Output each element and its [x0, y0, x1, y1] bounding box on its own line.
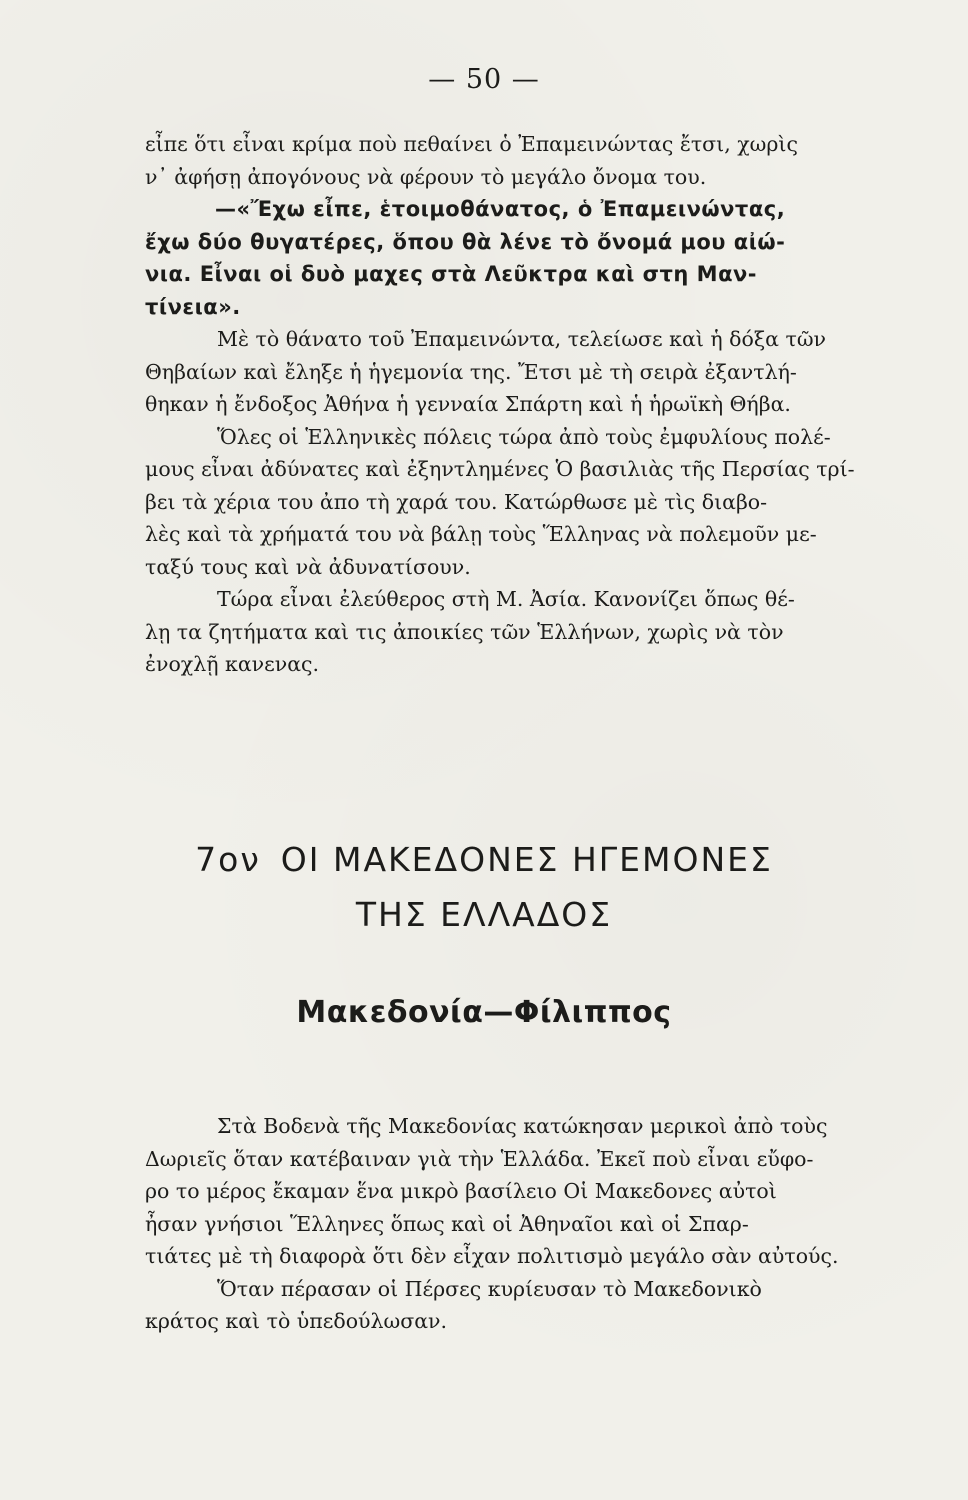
text-line: θηκαν ἡ ἔνδοξος Ἀθήνα ἡ γενναία Σπάρτη καὶ ἡ ἡρωϊκὴ Θήβα.: [145, 392, 791, 416]
text-line: ν᾿ ἀφήσῃ ἀπογόνους νὰ φέρουν τὸ μεγάλο ὄνομα του.: [145, 164, 707, 189]
chapter-title: [0, 840, 968, 879]
quote-line: τίνεια».: [145, 294, 241, 319]
text-line: ἐνοχλῇ κανενας.: [145, 652, 320, 676]
chapter-title-line-2: ΤΗΣ ΕΛΛΑΔΟΣ: [355, 895, 613, 934]
chapter-subtitle: Μακεδονία—Φίλιππος: [296, 995, 672, 1030]
quote-line: νια. Εἶναι οἱ δυὸ μαχες στὰ Λεῦκτρα καὶ στη Μαν-: [145, 262, 758, 286]
section-1-text: [145, 128, 935, 681]
section-2-text: [145, 1110, 935, 1338]
text-line: ρο το μέρος ἔκαμαν ἕνα μικρὸ βασίλειο Οἱ Μακεδονες αὐτοὶ: [145, 1179, 777, 1203]
text-line: λῃ τα ζητήματα καὶ τις ἀποικίες τῶν Ἑλλήνων, χωρὶς νὰ τὸν: [145, 619, 784, 644]
text-line: Θηβαίων καὶ ἔληξε ἡ ἡγεμονία της. Ἔτσι μὲ τὴ σειρὰ ἐξαντλή-: [145, 359, 797, 384]
text-line: ταξύ τους καὶ νὰ ἀδυνατίσουν.: [145, 554, 471, 579]
quote-line: ἔχω δύο θυγατέρες, ὅπου θὰ λένε τὸ ὄνομά μου αἰώ-: [145, 229, 786, 254]
page-number: — 50 —: [428, 64, 540, 95]
text-line: Τώρα εἶναι ἐλεύθερος στὴ Μ. Ἀσία. Κανονίζει ὅπως θέ-: [217, 587, 795, 611]
text-line: βει τὰ χέρια του ἀπο τὴ χαρά του. Κατώρθωσε μὲ τὶς διαβο-: [145, 489, 768, 514]
text-line: μους εἶναι ἀδύνατες καὶ ἐξηντλημένες Ὁ βασιλιὰς τῆς Περσίας τρί-: [145, 457, 855, 481]
text-line: Ὅλες οἱ Ἑλληνικὲς πόλεις τώρα ἀπὸ τοὺς ἐμφυλίους πολέ-: [217, 424, 831, 449]
quote-line: —«Ἔχω εἶπε, ἑτοιμοθάνατος, ὁ Ἐπαμεινώντας,: [215, 197, 786, 221]
chapter-title-line-1: ΟΙ ΜΑΚΕΔΟΝΕΣ ΗΓΕΜΟΝΕΣ: [280, 840, 773, 879]
text-line: λὲς καὶ τὰ χρήματά του νὰ βάλῃ τοὺς Ἕλληνας νὰ πολεμοῦν με-: [145, 522, 817, 546]
text-line: τιάτες μὲ τὴ διαφορὰ ὅτι δὲν εἶχαν πολιτισμὸ μεγάλο σὰν αὐτούς.: [145, 1244, 839, 1268]
text-line: κράτος καὶ τὸ ὑπεδούλωσαν.: [145, 1309, 448, 1333]
text-line: Ὅταν πέρασαν οἱ Πέρσες κυρίευσαν τὸ Μακεδονικὸ: [217, 1276, 762, 1301]
text-line: Στὰ Βοδενὰ τῆς Μακεδονίας κατώκησαν μερικοὶ ἀπὸ τοὺς: [217, 1114, 828, 1138]
text-line: ἦσαν γνήσιοι Ἕλληνες ὅπως καὶ οἱ Ἀθηναῖοι καὶ οἱ Σπαρ-: [145, 1211, 749, 1236]
text-line: Δωριεῖς ὅταν κατέβαιναν γιὰ τὴν Ἑλλάδα. Ἐκεῖ ποὺ εἶναι εὔφο-: [145, 1146, 814, 1171]
chapter-number: 7ον: [195, 840, 261, 879]
text-line: Μὲ τὸ θάνατο τοῦ Ἐπαμεινώντα, τελείωσε καὶ ἡ δόξα τῶν: [217, 327, 827, 351]
text-line: εἶπε ὅτι εἶναι κρίμα ποὺ πεθαίνει ὁ Ἐπαμεινώντας ἔτσι, χωρὶς: [145, 132, 798, 156]
